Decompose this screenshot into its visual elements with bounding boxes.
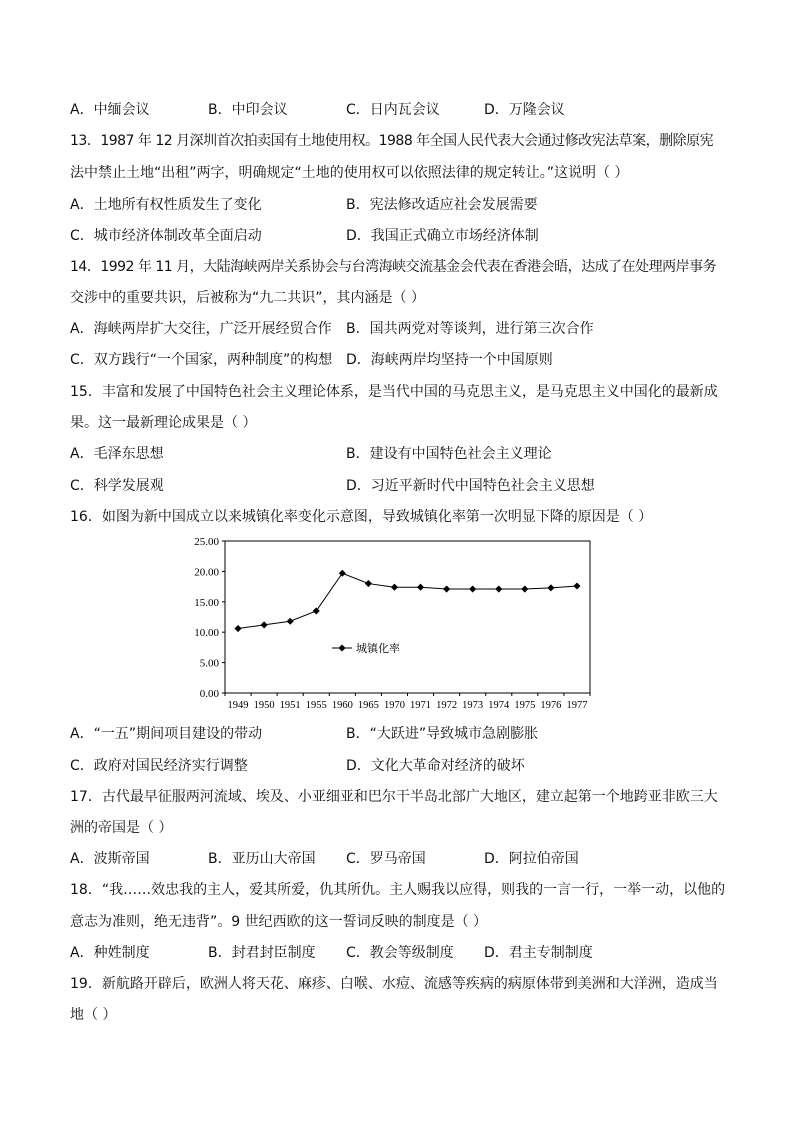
q17-stem-line-1: 17．古代最早征服两河流域、埃及、小亚细亚和巴尔干半岛北部广大地区，建立起第一个地跨亚非欧三大 [70, 789, 718, 805]
q13-stem-line-1: 13．1987 年 12 月深圳首次拍卖国有土地使用权。1988 年全国人民代表大会通过修改宪法草案，删除原宪 [70, 133, 714, 149]
q15-option-a[interactable]: A．毛泽东思想 [70, 446, 164, 462]
q16-option-c[interactable]: C．政府对国民经济实行调整 [70, 758, 248, 774]
x-tick-label: 1976 [540, 700, 562, 711]
q19-stem-line-2: 地（ ） [70, 1007, 117, 1023]
legend-marker [338, 644, 345, 651]
x-tick-label: 1970 [383, 700, 405, 711]
q18-option-d[interactable]: D．君主专制制度 [484, 945, 593, 961]
x-tick-label: 1972 [436, 700, 458, 711]
q14-option-a[interactable]: A．海峡两岸扩大交往，广泛开展经贸合作 [70, 321, 332, 337]
q18-stem-line-2: 意志为准则，绝无违背”。9 世纪西欧的这一誓词反映的制度是（ ） [70, 914, 488, 930]
plot-area-frame [225, 541, 590, 693]
y-tick-label: 20.00 [194, 566, 219, 579]
x-tick-label: 1975 [514, 700, 536, 711]
data-point [495, 585, 502, 592]
x-tick-label: 1960 [331, 700, 353, 711]
q13-option-c[interactable]: C．城市经济体制改革全面启动 [70, 228, 262, 244]
data-point [547, 584, 554, 591]
y-tick-label: 15.00 [194, 596, 219, 609]
q13-option-a[interactable]: A．土地所有权性质发生了变化 [70, 197, 262, 213]
x-tick-label: 1951 [279, 700, 301, 711]
q19-stem-line-1: 19．新航路开辟后，欧洲人将天花、麻疹、白喉、水痘、流感等疾病的病原体带到美洲和大洋洲，造成当 [70, 976, 718, 992]
q14-option-b[interactable]: B．国共两党对等谈判，进行第三次合作 [346, 321, 594, 337]
q17-option-a[interactable]: A．波斯帝国 [70, 851, 150, 867]
y-axis-ticks [194, 536, 225, 700]
x-axis-ticks [225, 693, 590, 711]
legend [332, 641, 400, 655]
legend-label: 城镇化率 [356, 643, 400, 655]
data-point [365, 580, 372, 587]
x-tick-label: 1965 [357, 700, 379, 711]
q15-stem-line-2: 果。这一最新理论成果是（ ） [70, 415, 257, 431]
q17-option-d[interactable]: D．阿拉伯帝国 [484, 851, 579, 867]
q17-stem-line-2: 洲的帝国是（ ） [70, 820, 173, 836]
x-tick-label: 1973 [462, 700, 484, 711]
q12-option-b[interactable]: B．中印会议 [208, 102, 288, 118]
x-tick-label: 1977 [566, 700, 588, 711]
q14-stem-line-2: 交涉中的重要共识，后被称为“九二共识”，其内涵是（ ） [70, 290, 425, 306]
data-point [521, 585, 528, 592]
q18-option-c[interactable]: C．教会等级制度 [346, 945, 454, 961]
q15-option-b[interactable]: B．建设有中国特色社会主义理论 [346, 446, 552, 462]
data-point [573, 582, 580, 589]
data-point [417, 584, 424, 591]
q16-option-b[interactable]: B．“大跃进”导致城市急剧膨胀 [346, 726, 539, 742]
q13-option-d[interactable]: D．我国正式确立市场经济体制 [346, 228, 539, 244]
data-point [339, 570, 346, 577]
x-tick-label: 1955 [305, 700, 327, 711]
data-point [443, 585, 450, 592]
q12-option-d[interactable]: D．万隆会议 [484, 102, 565, 118]
series-points [235, 570, 581, 632]
q13-option-b[interactable]: B．宪法修改适应社会发展需要 [346, 197, 538, 213]
urbanization-line-chart [180, 532, 610, 712]
q12-option-c[interactable]: C．日内瓦会议 [346, 102, 440, 118]
y-tick-label: 25.00 [194, 536, 219, 548]
x-tick-label: 1950 [253, 700, 275, 711]
data-point [469, 585, 476, 592]
q12-option-a[interactable]: A．中缅会议 [70, 102, 150, 118]
q18-option-b[interactable]: B．封君封臣制度 [208, 945, 316, 961]
q14-stem-line-1: 14．1992 年 11 月，大陆海峡两岸关系协会与台湾海峡交流基金会代表在香港会晤，达成了在处理两岸事务 [70, 259, 717, 275]
q14-option-d[interactable]: D．海峡两岸均坚持一个中国原则 [346, 352, 553, 368]
x-tick-label: 1974 [488, 700, 510, 711]
q16-option-a[interactable]: A．“一五”期间项目建设的带动 [70, 726, 263, 742]
y-tick-label: 10.00 [194, 627, 219, 640]
y-tick-label: 0.00 [199, 688, 219, 700]
q17-option-c[interactable]: C．罗马帝国 [346, 851, 426, 867]
q14-option-c[interactable]: C．双方践行“一个国家，两种制度”的构想 [70, 352, 333, 368]
data-point [235, 625, 242, 632]
data-point [287, 618, 294, 625]
q17-option-b[interactable]: B．亚历山大帝国 [208, 851, 316, 867]
data-point [261, 621, 268, 628]
q15-option-c[interactable]: C．科学发展观 [70, 478, 164, 494]
x-tick-label: 1949 [227, 700, 249, 711]
q16-option-d[interactable]: D．文化大革命对经济的破坏 [346, 758, 525, 774]
q15-option-d[interactable]: D．习近平新时代中国特色社会主义思想 [346, 478, 595, 494]
y-tick-label: 5.00 [199, 657, 219, 670]
q13-stem-line-2: 法中禁止土地“出租”两字，明确规定“土地的使用权可以依照法律的规定转让。”这说明（ ） [70, 165, 629, 181]
data-point [313, 607, 320, 614]
urbanization-chart [180, 532, 610, 712]
q18-stem-line-1: 18．“我……效忠我的主人，爱其所爱，仇其所仇。主人赐我以应得，则我的一言一行，一举一动，以他的 [70, 882, 726, 898]
q15-stem-line-1: 15．丰富和发展了中国特色社会主义理论体系，是当代中国的马克思主义，是马克思主义中国化的最新成 [70, 384, 718, 400]
q18-option-a[interactable]: A．种姓制度 [70, 945, 150, 961]
q16-stem-line-1: 16．如图为新中国成立以来城镇化率变化示意图，导致城镇化率第一次明显下降的原因是（ ） [70, 509, 653, 525]
data-point [391, 584, 398, 591]
x-tick-label: 1971 [410, 700, 432, 711]
